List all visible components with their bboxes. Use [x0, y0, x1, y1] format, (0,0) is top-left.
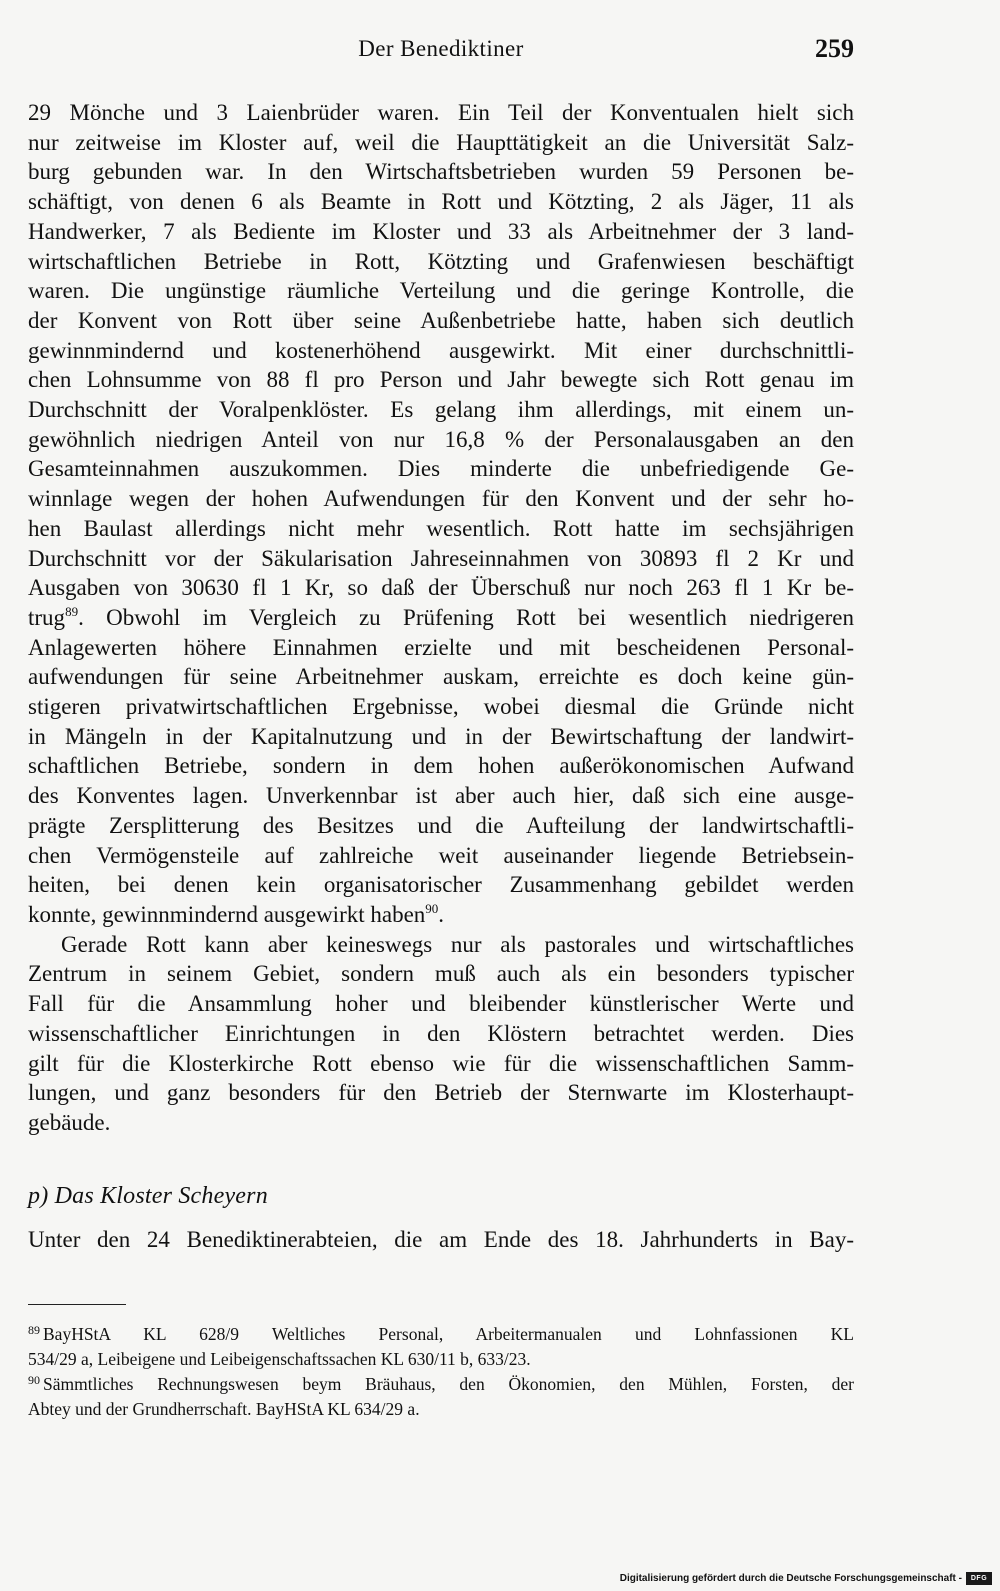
- text-line: burg gebunden war. In den Wirtschaftsbetrieben wurden 59 Personen be-: [28, 159, 854, 185]
- footnote-line: [28, 1372, 854, 1397]
- text-line: wirtschaftlichen Betriebe in Rott, Kötzting und Grafenwiesen beschäftigt: [28, 248, 854, 274]
- text-line: Durchschnitt vor der Säkularisation Jahreseinnahmen von 30893 fl 2 Kr und: [28, 545, 854, 571]
- footnote-89: [28, 1322, 854, 1372]
- running-title: Der Benediktiner: [358, 36, 524, 61]
- text-line: Handwerker, 7 als Bediente im Kloster und 33 als Arbeitnehmer der 3 land-: [28, 218, 854, 244]
- text-line: Zentrum in seinem Gebiet, sondern muß auch als ein besonders typischer: [28, 961, 854, 987]
- paragraph-1: [28, 98, 854, 930]
- footnote-line: [28, 1322, 854, 1347]
- text-line: nur zeitweise im Kloster auf, weil die Haupttätigkeit an die Universität Salz-: [28, 129, 854, 155]
- body-text: [28, 98, 854, 1138]
- text-line: lungen, und ganz besonders für den Betrieb der Sternwarte im Klosterhaupt-: [28, 1080, 854, 1106]
- text-line: prägte Zersplitterung des Besitzes und die Aufteilung der landwirtschaftli-: [28, 812, 854, 838]
- text-fragment: . Obwohl im Vergleich zu Prüfening Rott bei wesentlich niedrigeren: [78, 604, 854, 630]
- footnote-text: Sämmtliches Rechnungswesen beym Bräuhaus, den Ökonomien, den Mühlen, Forsten, der: [43, 1374, 854, 1394]
- paragraph-2: [28, 930, 854, 1138]
- section-first-line: Unter den 24 Benediktinerabteien, die am Ende des 18. Jahrhunderts in Bay-: [28, 1227, 854, 1252]
- text-line: heiten, bei denen kein organisatorischer Zusammenhang gebildet werden: [28, 872, 854, 898]
- text-fragment: .: [438, 901, 445, 927]
- text-line: gewöhnlich niedrigen Anteil von nur 16,8 % der Personalausgaben an den: [28, 426, 854, 452]
- digitization-text: Digitalisierung gefördert durch die Deutsche Forschungsgemeinschaft -: [619, 1572, 962, 1584]
- text-line: 29 Mönche und 3 Laienbrüder waren. Ein Teil der Konventualen hielt sich: [28, 100, 854, 125]
- footnote-text: BayHStA KL 628/9 Weltliches Personal, Arbeitermanualen und Lohnfassionen KL: [43, 1324, 854, 1344]
- text-line: Gesamteinnahmen auszukommen. Dies minderte die unbefriedigende Ge-: [28, 456, 854, 482]
- dfg-logo-icon: DFG: [966, 1572, 992, 1585]
- text-line: Fall für die Ansammlung hoher und bleibender künstlerischer Werte und: [28, 991, 854, 1017]
- text-fragment: trug: [28, 604, 66, 630]
- footnote-ref-89[interactable]: 89: [65, 603, 79, 619]
- section-heading: p) Das Kloster Scheyern: [28, 1183, 268, 1209]
- text-line: Gerade Rott kann aber keineswegs nur als pastorales und wirtschaftliches: [61, 931, 854, 957]
- footnote-line: 534/29 a, Leibeigene und Leibeigenschaftssachen KL 630/11 b, 633/23.: [28, 1349, 531, 1369]
- digitization-notice: [620, 1570, 992, 1586]
- text-line: gebäude.: [28, 1109, 111, 1135]
- text-line-with-footnote-ref: [28, 603, 854, 633]
- footnote-mark: 89: [28, 1323, 40, 1337]
- text-line: Ausgaben von 30630 fl 1 Kr, so daß der Überschuß nur noch 263 fl 1 Kr be-: [28, 575, 854, 601]
- page-number: 259: [815, 34, 854, 63]
- text-line: gewinnmindernd und kostenerhöhend ausgewirkt. Mit einer durchschnittli-: [28, 337, 854, 363]
- text-line: chen Lohnsumme von 88 fl pro Person und Jahr bewegte sich Rott genau im: [28, 367, 854, 393]
- text-line: in Mängeln in der Kapitalnutzung und in der Bewirtschaftung der landwirt-: [28, 723, 854, 749]
- text-line-with-footnote-ref: [28, 900, 854, 930]
- text-line: chen Vermögensteile auf zahlreiche weit auseinander liegende Betriebsein-: [28, 842, 854, 868]
- text-line: Durchschnitt der Voralpenklöster. Es gelang ihm allerdings, mit einem un-: [28, 397, 854, 423]
- text-line: wissenschaftlicher Einrichtungen in den Klöstern betrachtet werden. Dies: [28, 1020, 854, 1046]
- footnote-divider: [28, 1304, 126, 1305]
- text-line: winnlage wegen der hohen Aufwendungen für den Konvent und der sehr ho-: [28, 486, 854, 512]
- text-line: gilt für die Klosterkirche Rott ebenso wie für die wissenschaftlichen Samm-: [28, 1050, 854, 1076]
- footnote-ref-90[interactable]: 90: [425, 900, 439, 916]
- text-line: des Konventes lagen. Unverkennbar ist aber auch hier, daß sich eine ausge-: [28, 783, 854, 809]
- page-header: [28, 36, 854, 72]
- text-line: waren. Die ungünstige räumliche Verteilung und die geringe Kontrolle, die: [28, 278, 854, 304]
- footnotes: [28, 1322, 854, 1422]
- footnote-90: [28, 1372, 854, 1422]
- text-line: hen Baulast allerdings nicht mehr wesentlich. Rott hatte im sechsjährigen: [28, 515, 854, 541]
- text-line: der Konvent von Rott über seine Außenbetriebe hatte, haben sich deutlich: [28, 307, 854, 333]
- text-line: stigeren privatwirtschaftlichen Ergebnisse, wobei diesmal die Gründe nicht: [28, 694, 854, 720]
- footnote-line: Abtey und der Grundherrschaft. BayHStA KL 634/29 a.: [28, 1399, 420, 1419]
- text-line: aufwendungen für seine Arbeitnehmer auskam, erreichte es doch keine gün-: [28, 664, 854, 690]
- text-line: schaftlichen Betriebe, sondern in dem hohen außerökonomischen Aufwand: [28, 753, 854, 779]
- footnote-mark: 90: [28, 1373, 40, 1387]
- text-line: schäftigt, von denen 6 als Beamte in Rott und Kötzting, 2 als Jäger, 11 als: [28, 189, 854, 215]
- text-line: Anlagewerten höhere Einnahmen erzielte und mit bescheidenen Personal-: [28, 634, 854, 660]
- text-fragment: konnte, gewinnmindernd ausgewirkt haben: [28, 901, 426, 927]
